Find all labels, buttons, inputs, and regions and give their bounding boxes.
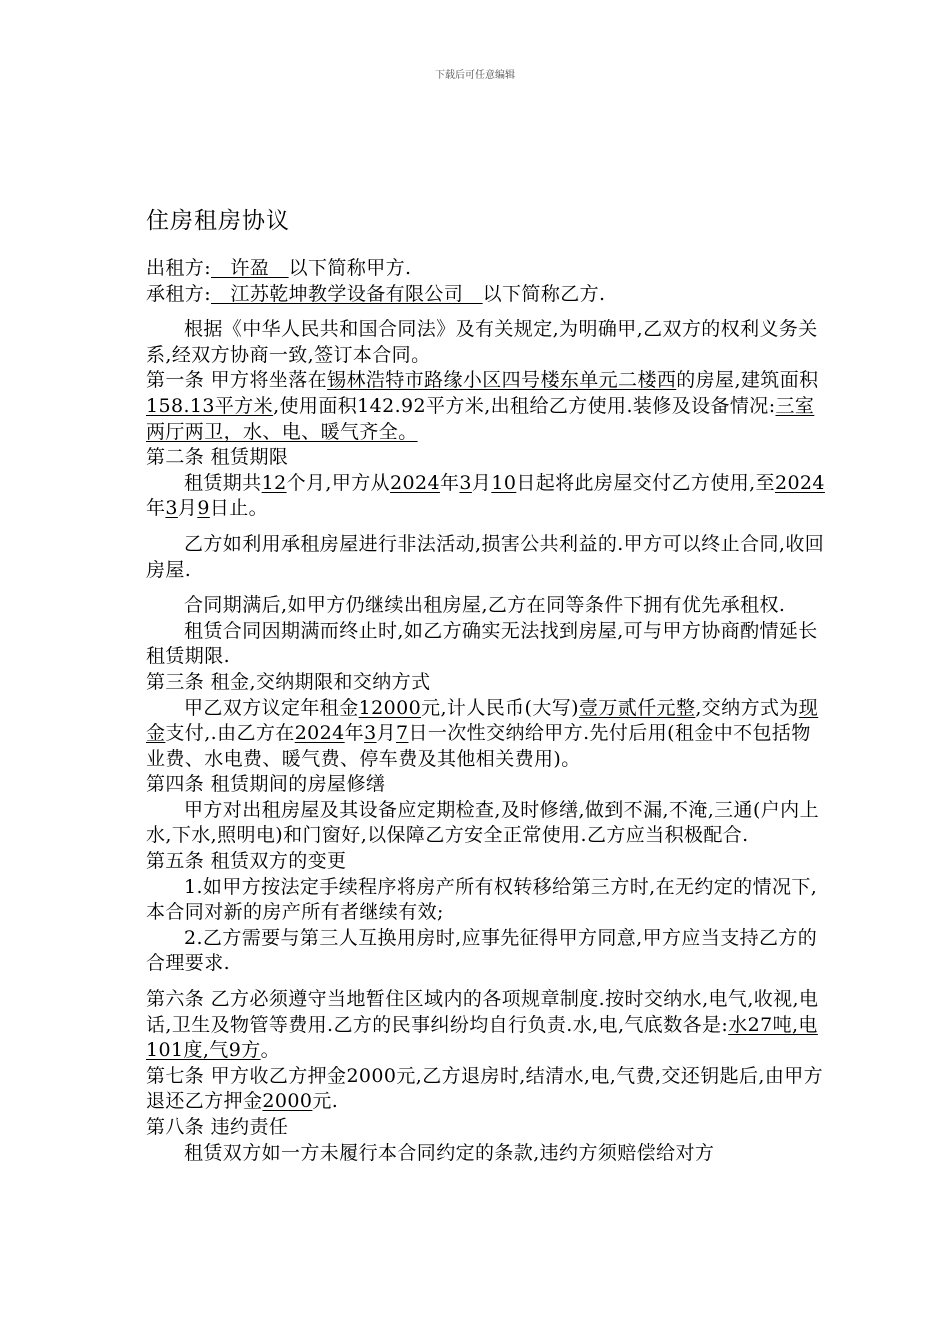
art3-text-f: 月 [376,722,396,745]
art1-text-3: ,使用面积142.92平方米,出租给乙方使用.装修及设备情况: [273,394,776,417]
article-7 [146,1064,826,1115]
art2-text-d: 月 [471,471,492,494]
payment-month: 3 [364,722,377,745]
renewal-priority-paragraph: 合同期满后,如甲方仍继续出租房屋,乙方在同等条件下拥有优先承租权. [184,594,786,617]
start-day: 10 [491,471,517,494]
article-5-heading: 第五条 租赁双方的变更 [146,850,347,873]
document-title: 住房租房协议 [146,208,290,234]
lessor-label: 出租方: [146,257,212,279]
end-year: 2024 [774,471,825,494]
art7-text-b: 元. [312,1090,339,1113]
extension-paragraph: 租赁合同因期满而终止时,如乙方确实无法找到房屋,可与甲方协商酌情延长租赁期限. [146,619,818,668]
lessee-line [146,282,826,308]
art2-text-g: 月 [177,497,198,520]
deposit-amount: 2000 [262,1090,313,1113]
art3-text-c: ,交纳方式为 [695,696,799,719]
lessee-suffix: 以下简称乙方. [482,282,606,305]
end-month: 3 [165,497,178,520]
lessee-label: 承租方: [146,282,212,305]
art6-text-a: 第六条 乙方必须遵守当地暂住区域内的各项规章制度.按时交纳水,电气,收视,电话,卫生及物管等费用.乙方的民事纠纷均自行负责.水,电,气底数各是: [146,988,819,1036]
transfer-paragraph: 1.如甲方按法定手续程序将房产所有权转移给第三方时,在无约定的情况下,本合同对新的房产所有者继续有效; [146,875,818,924]
lease-term-paragraph [146,471,826,522]
start-month: 3 [459,471,472,494]
payment-method: 现金 [146,696,819,745]
art1-text-1: 第一条 甲方将坐落在 [146,369,328,392]
equipment-description: 三室两厅两卫，水、电、暖气齐全。 [146,394,815,443]
art3-text-d: 支付,.由乙方在 [165,722,295,745]
art3-text-g: 日一次性交纳给甲方.先付后用(租金中不包括物业费、水电费、暖气费、停车费及其他相关费用)。 [146,722,811,770]
lessee-name: 江苏乾坤教学设备有限公司 [211,282,483,305]
art2-text-a: 租赁期共 [184,471,262,494]
art7-text-a: 第七条 甲方收乙方押金2000元,乙方退房时,结清水,电,气费,交还钥匙后,由甲方退还乙方押金 [146,1064,824,1113]
repair-paragraph: 甲方对出租房屋及其设备应定期检查,及时修缮,做到不漏,不淹,三通(户内上水,下水,照明电)和门窗好,以保障乙方安全正常使用.乙方应当积极配合. [146,798,819,847]
article-3-heading: 第三条 租金,交纳期限和交纳方式 [146,670,431,693]
rent-paragraph [146,696,826,773]
contract-body [146,204,826,1166]
illegal-use-paragraph: 乙方如利用承租房屋进行非法活动,损害公共利益的.甲方可以终止合同,收回房屋. [146,532,825,581]
intro-paragraph: 根据《中华人民共和国合同法》及有关规定,为明确甲,乙双方的权利义务关系,经双方协商一致,签订本合同。 [146,318,818,366]
lessor-suffix: 以下简称甲方. [288,257,412,279]
article-8-heading: 第八条 违约责任 [146,1116,289,1138]
lease-months: 12 [261,471,287,494]
article-2-heading: 第二条 租赁期限 [146,446,289,469]
breach-paragraph: 租赁双方如一方未履行本合同约定的条款,违约方须赔偿给对方 [184,1141,715,1164]
art2-text-c: 年 [440,471,460,494]
page-header: 下载后可任意编辑 [435,70,515,81]
article-1 [146,368,826,445]
meter-readings: 水27吨,电101度,气9方 [146,1013,818,1062]
article-6 [146,987,826,1064]
annual-rent: 12000 [358,696,422,719]
art3-text-e: 年 [344,722,365,745]
payment-year: 2024 [294,722,345,745]
start-year: 2024 [390,471,441,494]
art2-text-f: 年 [146,497,166,520]
exchange-paragraph: 2.乙方需要与第三人互换用房时,应事先征得甲方同意,甲方应当支持乙方的合理要求. [146,926,818,975]
property-address: 锡林浩特市路缘小区四号楼东单元二楼西 [327,369,677,392]
art1-text-2: 的房屋,建筑面积 [676,369,819,392]
end-day: 9 [197,497,210,520]
art6-text-b: 。 [260,1039,280,1062]
art2-text-b: 个月,甲方从 [286,471,391,494]
art2-text-h: 日止。 [209,497,269,520]
lessor-name: 许盈 [211,257,289,279]
article-4-heading: 第四条 租赁期间的房屋修缮 [146,773,386,796]
lessor-line [146,256,826,282]
art3-text-b: 元,计人民币(大写) [421,696,579,719]
rent-in-words: 壹万贰仟元整 [578,696,696,719]
payment-day: 7 [395,722,409,745]
building-area: 158.13平方米 [146,394,274,417]
art2-text-e: 日起将此房屋交付乙方使用,至 [516,471,775,494]
art3-text-a: 甲乙双方议定年租金 [184,696,359,719]
